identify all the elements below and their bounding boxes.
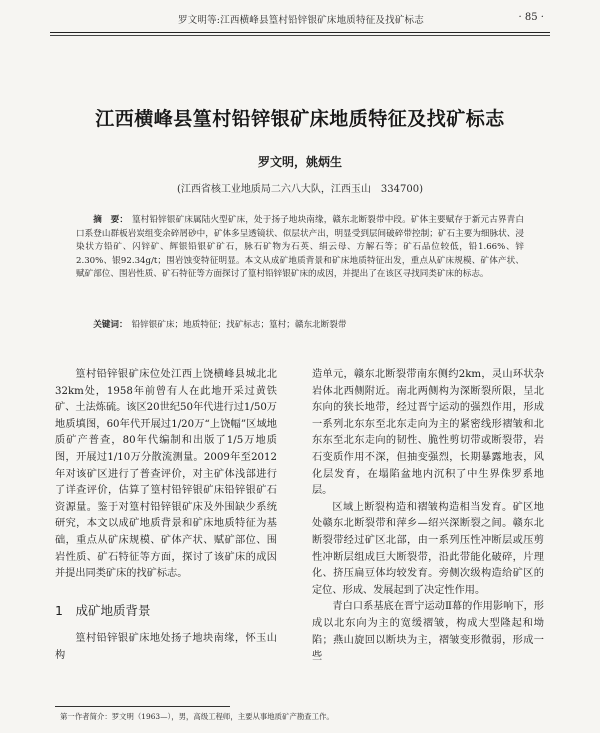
body-paragraph: 篁村铅锌银矿床地处扬子地块南缘，怀玉山构 xyxy=(55,633,277,661)
section-heading: 1 成矿地质背景 xyxy=(55,602,151,618)
page-number: · 85 · xyxy=(518,12,544,23)
header-rule xyxy=(50,32,550,33)
body-paragraph: 造单元，赣东北断裂带南东侧约2km，灵山环状杂岩体北西侧附近。南北两侧构为深断裂所限，呈北东向的狭长地带，经过晋宁运动的强烈作用，形成一系列北东东至北东走向为主的紧密线形褶皱和北东东至北东走向的韧性、脆性剪切带或断裂带，岩石变质作用不深，但抽变强烈，长期暴露地表，风化层发育，在塌陷盆地内沉积了中生界侏罗系地层。 xyxy=(312,369,544,497)
header-rule-thin xyxy=(50,35,550,36)
article-affiliation: (江西省核工业地质局二六八大队，江西玉山 334700) xyxy=(177,184,423,195)
footnote-rule xyxy=(55,706,230,707)
right-column xyxy=(312,367,544,666)
keywords-label: 关键词： xyxy=(93,320,128,330)
body-paragraph: 区域上断裂构造和褶皱构造相当发育。矿区地处赣东北断裂带和萍乡—绍兴深断裂之间。赣东北断裂带经过矿区北部，由一系列压性冲断层或压剪性冲断层组成巨大断裂带，沿此带能化破碎，片理化、挤压扁豆体均较发育。旁侧次级构造给矿区的定位、形成、发展起到了决定性作用。 xyxy=(312,501,544,596)
article-title: 江西横峰县篁村铅锌银矿床地质特征及找矿标志 xyxy=(95,108,505,130)
left-column xyxy=(55,367,277,665)
running-header xyxy=(50,8,550,30)
body-paragraph: 篁村铅锌银矿床位处江西上饶横峰县城北北32km处，1958年前曾有人在此地开采过黄铁矿、土法炼硫。该区20世纪50年代进行过1/50万地质填图，60年代开展过1/20万“上饶幅”区域地质矿产普查，80年代编制和出版了1/5万地质图，开展过1/10万分散流测量。2009年至2012年对该矿区进行了普查评价，对主矿体浅部进行了详查评价，估算了篁村铅锌银矿床铅锌银矿石资源量。鉴于对篁村铅锌银矿床及外围缺少系统研究，本文以成矿地质背景和矿床地质特征为基础，重点从矿床规模、矿体产状、赋矿部位、围岩性质、矿石特征等方面，探讨了该矿床的成因并提出同类矿床的找矿标志。 xyxy=(55,369,277,580)
keywords xyxy=(76,319,524,332)
article-authors: 罗文明，姚炳生 xyxy=(257,155,342,169)
keywords-text: 铅锌银矿床；地质特征；找矿标志；篁村；赣东北断裂带 xyxy=(131,320,347,330)
abstract-label: 摘 要： xyxy=(93,215,129,225)
body-paragraph: 青白口系基底在晋宁运动Ⅱ幕的作用影响下，形成以北东向为主的宽缓褶皱，构成大型隆起和坳陷；燕山旋回以断块为主，褶皱变形微弱，形成一些 xyxy=(312,601,544,663)
footnote: 第一作者简介：罗文明（1963—），男，高级工程师，主要从事地质矿产勘查工作。 xyxy=(60,712,334,721)
running-title: 罗文明等:江西横峰县篁村铅锌银矿床地质特征及找矿标志 xyxy=(178,15,424,26)
abstract xyxy=(76,214,524,282)
abstract-text: 篁村铅锌银矿床属陆火型矿床，处于扬子地块南缘，赣东北断裂带中段。矿体主要赋存于新元古界青白口系登山群板岩炭组变余碎屑砂中，矿体多呈透镜状、似层状产出，明显受到层间破碎带控制；矿石主要为细脉状、浸染状方铅矿、闪锌矿、辉银铅银矿矿石，脉石矿物为石英、绢云母、方解石等；矿石品位较低，铅1.66%、锌2.30%、银92.34g/t；围岩蚀变特征明显。本文从成矿地质背景和矿床地质特征出发，重点从矿床规模、矿体产状、赋矿部位、围岩性质、矿石特征等方面探讨了篁村铅锌银矿床的成因，并提出了在该区寻找同类矿床的标志。 xyxy=(76,215,524,279)
